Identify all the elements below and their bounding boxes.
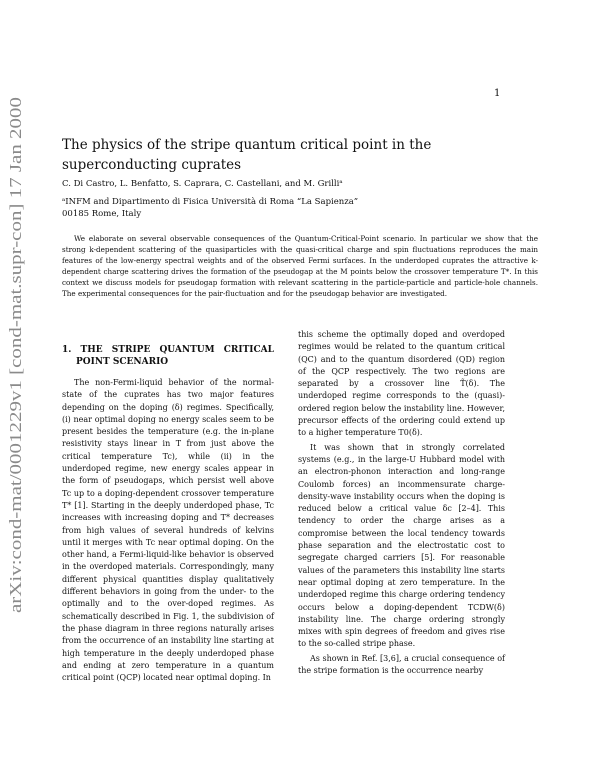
section-heading: 1. THE STRIPE QUANTUM CRITICAL POINT SCENARIO — [62, 345, 274, 367]
page-number: 1 — [494, 88, 501, 99]
body-paragraph: As shown in Ref. [3,6], a crucial consequence of the stripe formation is the occurrence nearby — [298, 653, 505, 676]
body-paragraph: The non-Fermi-liquid behavior of the normal-state of the cuprates has two major features depending on the doping (δ) regimes. Specifically, (i) near optimal doping no energy scales seem to be present besides the temperature (e.g. the in-plane resistivity stays linear in T from just above the critical temperature Tc), while (ii) in the underdoped regime, new energy scales appear in the form of pseudogaps, which persist well above Tc up to a doping-dependent crossover temperature T* [1]. Starting in the deeply underdoped phase, Tc increases with increasing doping and T* decreases from high values of several hundreds of kelvins until it merges with Tc near optimal doping. On the other hand, a Fermi-liquid-like behavior is observed in the overdoped materials. Correspondingly, many different physical quantities display qualitatively different behaviors in going from the under- to the optimally and to the over-doped regimes. As schematically described in Fig. 1, the subdivision of the phase diagram in three regions naturally arises from the occurrence of an instability line starting at high temperature in the deeply underdoped phase and ending at zero temperature in a quantum critical point (QCP) located near optimal doping. In — [62, 378, 274, 683]
author-list: C. Di Castro, L. Benfatto, S. Caprara, C. Castellani, and M. Grilliᵃ — [62, 179, 343, 189]
affiliation-line-2: 00185 Rome, Italy — [62, 209, 142, 219]
left-column — [62, 336, 274, 684]
arxiv-stamp-text: arXiv:cond-mat/0001229v1 [cond-mat.supr-con] 17 Jan 2000 — [6, 194, 25, 613]
abstract: We elaborate on several observable consequences of the Quantum-Critical-Point scenario. In particular we show that the strong k-dependent scattering of the quasiparticles with the quasi-critical charge and spin fluctuations reproduces the main features of the low-energy spectral weights and of the observed Fermi surfaces. In the underdoped cuprates the attractive k-dependent charge scattering drives the formation of the pseudogap at the M points below the crossover temperature T*. In this context we discuss models for pseudogap formation with relevant scattering in the particle-particle and particle-hole channels. The experimental consequences for the pair-fluctuation and for the pseudogap behavior are investigated. — [62, 234, 538, 298]
affiliation-line-1: ᵃINFM and Dipartimento di Fisica Università di Roma “La Sapienza” — [62, 197, 359, 207]
affiliation — [62, 196, 532, 220]
paper-title: The physics of the stripe quantum critical point in the superconducting cuprates — [62, 137, 432, 173]
arxiv-stamp — [6, 95, 26, 615]
body-paragraph: this scheme the optimally doped and overdoped regimes would be related to the quantum critical (QC) and to the quantum disordered (QD) region of the QCP respectively. The two regions are separated by a crossover line T̃(δ). The underdoped regime corresponds to the (quasi)-ordered region below the instability line. However, precursor effects of the ordering could extend up to a higher temperature T0(δ). — [298, 330, 505, 438]
right-column — [298, 329, 505, 677]
body-paragraph: It was shown that in strongly correlated systems (e.g., in the large-U Hubbard model with an electron-phonon interaction and long-range Coulomb forces) an incommensurate charge-density-wave instability occurs when the doping is reduced below a critical value δc [2–4]. This tendency to order the charge arises as a compromise between the local tendency towards phase separation and the electrostatic cost to segregate charged carriers [5]. For reasonable values of the parameters this instability line starts near optimal doping at zero temperature. In the underdoped regime this charge ordering tendency occurs below a doping-dependent TCDW(δ) instability line. The charge ordering strongly mixes with spin degrees of freedom and gives rise to the so-called stripe phase. — [298, 442, 505, 649]
